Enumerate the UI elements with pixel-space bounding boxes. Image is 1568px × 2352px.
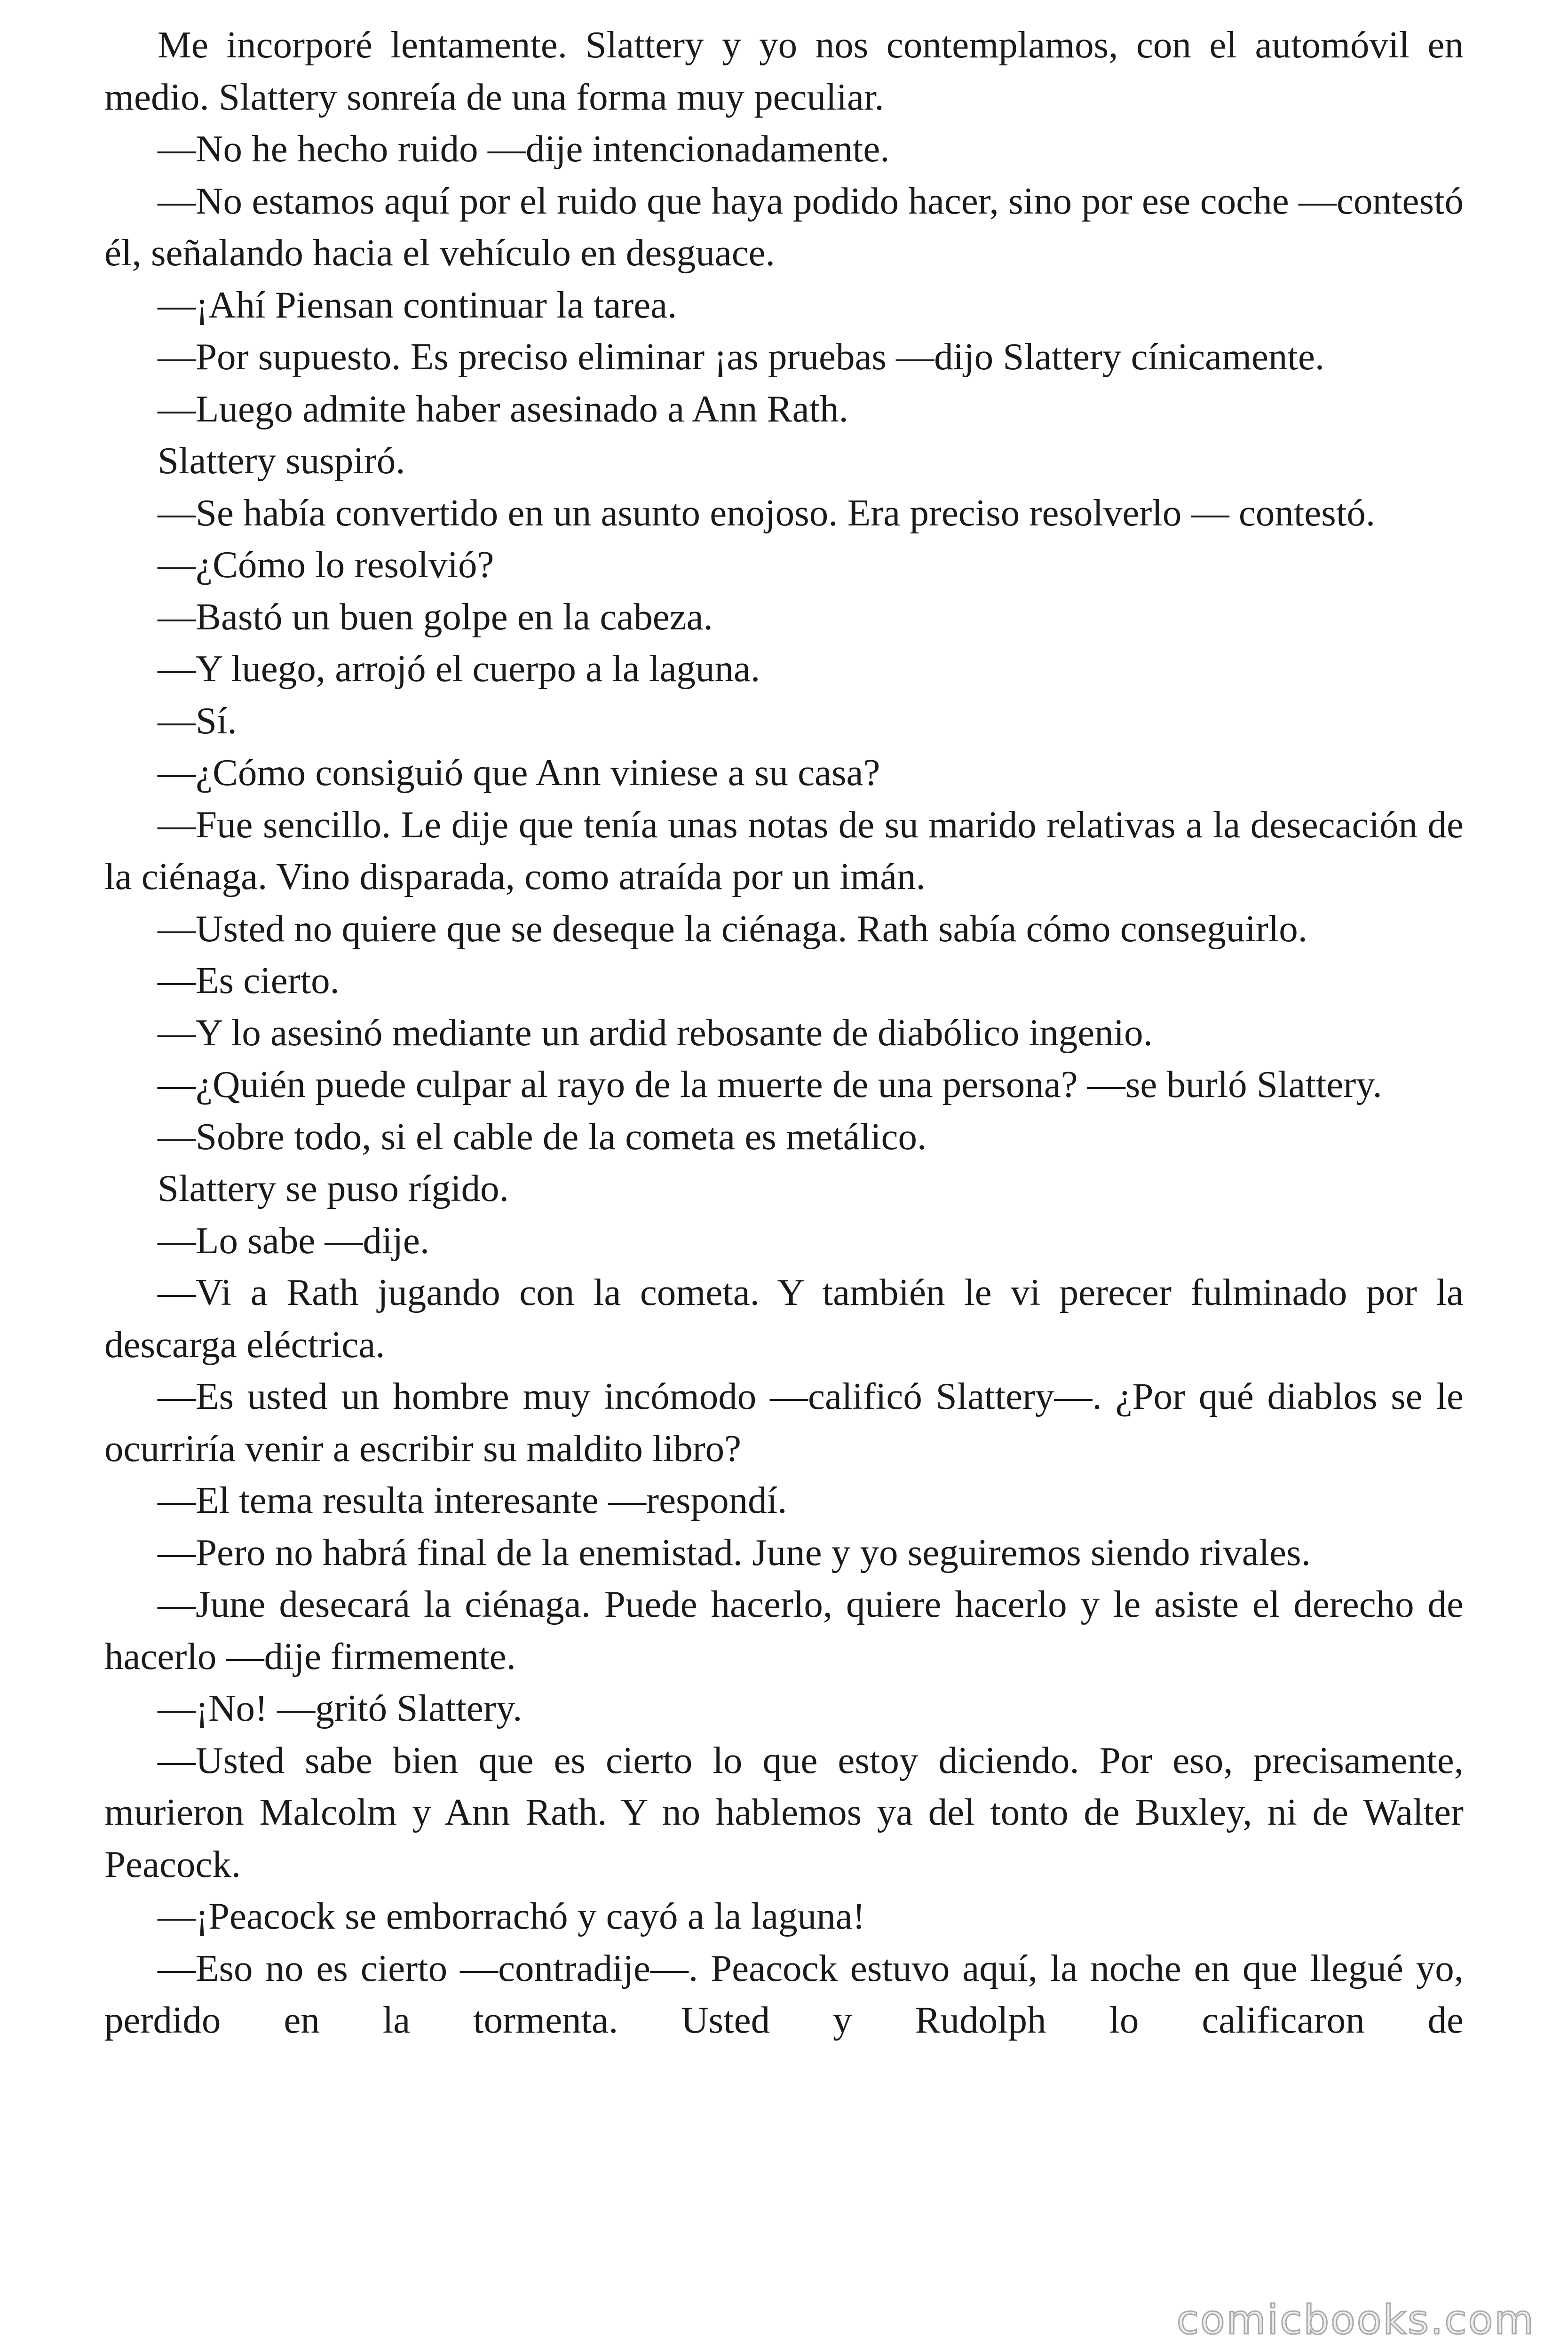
- paragraph: —Lo sabe —dije.: [158, 1219, 430, 1262]
- paragraph: —Es usted un hombre muy incómodo —calificó Slattery—. ¿Por qué diablos se le ocurriría venir a escribir su maldito libro?: [104, 1375, 1464, 1470]
- paragraph: —No estamos aquí por el ruido que haya podido hacer, sino por ese coche —contestó él, señalando hacia el vehículo en desguace.: [104, 179, 1464, 274]
- paragraph: —June desecará la ciénaga. Puede hacerlo, quiere hacerlo y le asiste el derecho de hacerlo —dije firmemente.: [104, 1583, 1464, 1677]
- paragraph: —Es cierto.: [158, 959, 340, 1001]
- paragraph: —Luego admite haber asesinado a Ann Rath.: [158, 387, 848, 430]
- paragraph: —Y lo asesinó mediante un ardid rebosante de diabólico ingenio.: [158, 1011, 1153, 1054]
- paragraph: —¡Ahí Piensan continuar la tarea.: [158, 283, 677, 326]
- paragraph: —Se había convertido en un asunto enojoso. Era preciso resolverlo — contestó.: [158, 491, 1376, 534]
- watermark-text: comicbooks.com: [1176, 2296, 1535, 2344]
- paragraph: —Y luego, arrojó el cuerpo a la laguna.: [158, 647, 760, 690]
- paragraph: —Por supuesto. Es preciso eliminar ¡as pruebas —dijo Slattery cínicamente.: [158, 335, 1325, 378]
- paragraph: —¿Quién puede culpar al rayo de la muerte de una persona? —se burló Slattery.: [158, 1063, 1382, 1105]
- body-text: [104, 19, 1464, 2046]
- paragraph: —El tema resulta interesante —respondí.: [158, 1479, 787, 1521]
- paragraph: —¿Cómo lo resolvió?: [158, 543, 494, 586]
- paragraph: —Bastó un buen golpe en la cabeza.: [158, 595, 713, 638]
- paragraph: —Usted sabe bien que es cierto lo que estoy diciendo. Por eso, precisamente, murieron Malcolm y Ann Rath. Y no hablemos ya del tonto de Buxley, ni de Walter Peacock.: [104, 1739, 1464, 1885]
- paragraph: —¡Peacock se emborrachó y cayó a la laguna!: [158, 1895, 865, 1937]
- paragraph: —Fue sencillo. Le dije que tenía unas notas de su marido relativas a la desecación de la ciénaga. Vino disparada, como atraída por un imán.: [104, 803, 1464, 898]
- paragraph: —Sí.: [158, 699, 237, 742]
- paragraph: —Usted no quiere que se deseque la ciénaga. Rath sabía cómo conseguirlo.: [158, 907, 1307, 950]
- paragraph: —¿Cómo consiguió que Ann viniese a su casa?: [158, 751, 880, 794]
- paragraph: —No he hecho ruido —dije intencionadamente.: [158, 127, 890, 170]
- paragraph: —¡No! —gritó Slattery.: [158, 1687, 523, 1729]
- paragraph: Slattery suspiró.: [158, 439, 405, 482]
- paragraph: —Eso no es cierto —contradije—. Peacock estuvo aquí, la noche en que llegué yo, perdido en la tormenta. Usted y Rudolph lo calificaron de: [104, 1947, 1464, 2041]
- paragraph: Slattery se puso rígido.: [158, 1167, 509, 1209]
- paragraph: Me incorporé lentamente. Slattery y yo nos contemplamos, con el automóvil en medio. Slattery sonreía de una forma muy peculiar.: [104, 24, 1464, 118]
- paragraph: —Pero no habrá final de la enemistad. June y yo seguiremos siendo rivales.: [158, 1531, 1311, 1573]
- paragraph: —Vi a Rath jugando con la cometa. Y también le vi perecer fulminado por la descarga eléctrica.: [104, 1271, 1464, 1366]
- paragraph: —Sobre todo, si el cable de la cometa es metálico.: [158, 1115, 927, 1158]
